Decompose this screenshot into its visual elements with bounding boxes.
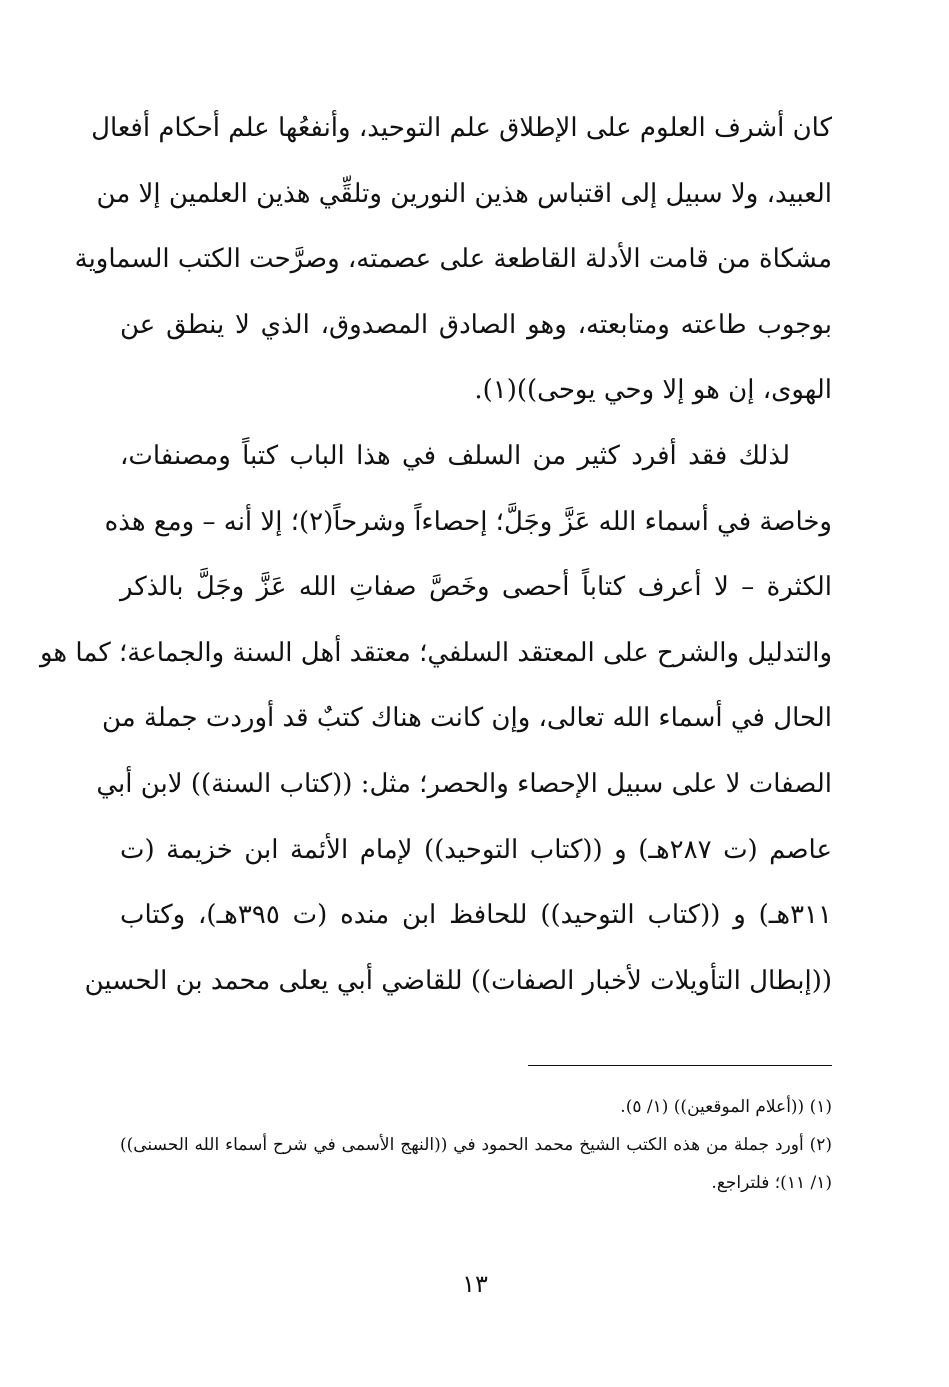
footnotes xyxy=(120,1088,832,1202)
main-text xyxy=(39,96,832,1014)
text-line-11: الصفات لا على سبيل الإحصاء والحصر؛ مثل: ((كتاب السنة)) لابن أبي xyxy=(96,768,832,799)
text-line-12: عاصم (ت ٢٨٧هـ) و ((كتاب التوحيد)) لإمام الأئمة ابن خزيمة (ت xyxy=(120,834,832,865)
text-line-9: والتدليل والشرح على المعتقد السلفي؛ معتقد أهل السنة والجماعة؛ كما هو xyxy=(39,637,832,668)
text-line-5: الهوى، إن هو إلا وحي يوحى))(١). xyxy=(474,375,832,406)
text-line-13: ٣١١هـ) و ((كتاب التوحيد)) للحافظ ابن منده (ت ٣٩٥هـ)، وكتاب xyxy=(120,900,832,931)
text-line-7: وخاصة في أسماء الله عَزَّ وجَلَّ؛ إحصاءاً وشرحاً(٢)؛ إلا أنه – ومع هذه xyxy=(104,506,832,537)
footnote-divider xyxy=(528,1065,832,1066)
text-line-2: العبيد، ولا سبيل إلى اقتباس هذين النورين وتلقِّي هذين العلمين إلا من xyxy=(96,178,832,209)
text-line-10: الحال في أسماء الله تعالى، وإن كانت هناك كتبٌ قد أوردت جملة من xyxy=(101,703,832,734)
text-line-14: ((إبطال التأويلات لأخبار الصفات)) للقاضي أبي يعلى محمد بن الحسين xyxy=(84,965,832,996)
text-line-4: بوجوب طاعته ومتابعته، وهو الصادق المصدوق، الذي لا ينطق عن xyxy=(120,309,832,340)
text-line-3: مشكاة من قامت الأدلة القاطعة على عصمته، وصرَّحت الكتب السماوية xyxy=(74,244,832,275)
text-line-8: الكثرة – لا أعرف كتاباً أحصى وخَصَّ صفاتِ الله عَزَّ وجَلَّ بالذكر xyxy=(120,572,832,603)
page-number: ١٣ xyxy=(462,1270,488,1298)
footnote-2: (٢) أورد جملة من هذه الكتب الشيخ محمد الحمود في ((النهج الأسمى في شرح أسماء الله الحسنى)) xyxy=(120,1135,832,1155)
text-line-1: كان أشرف العلوم على الإطلاق علم التوحيد، وأنفعُها علم أحكام أفعال xyxy=(91,113,832,143)
footnote-2-continued: (١/ ١١)؛ فلتراجع. xyxy=(711,1173,832,1193)
footnote-1: (١) ((أعلام الموقعين)) (١/ ٥). xyxy=(620,1097,832,1117)
text-line-6: لذلك فقد أفرد كثير من السلف في هذا الباب كتباً ومصنفات، xyxy=(120,440,790,471)
